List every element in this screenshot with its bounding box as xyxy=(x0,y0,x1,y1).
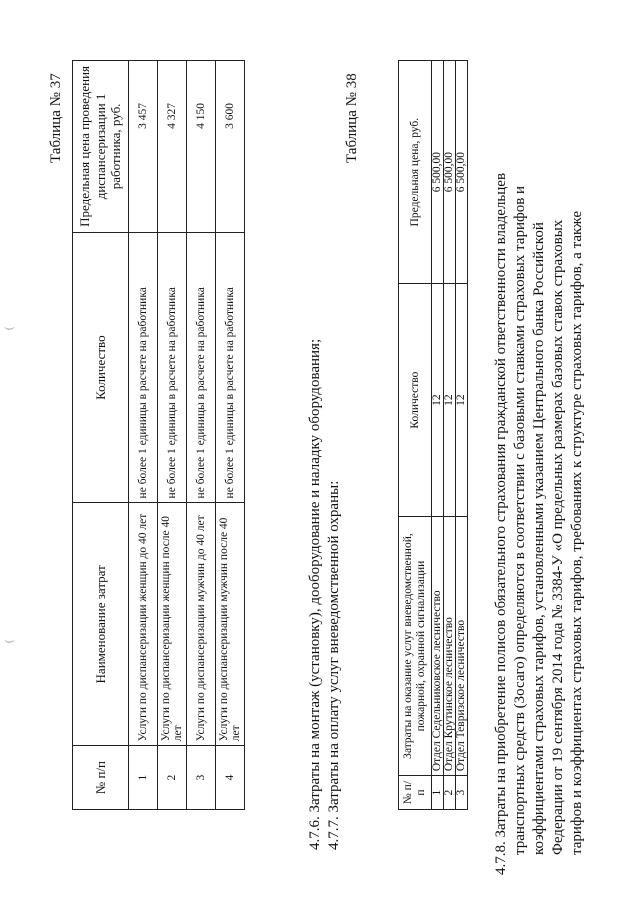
header-num: № п/п xyxy=(73,746,129,810)
paragraph-line: транспортных средств (Зосаго) определяются в соответствии с базовыми ставками страховых тарифов и xyxy=(512,185,528,855)
row-num: 1 xyxy=(128,746,157,810)
row-price: 4 327 xyxy=(157,61,186,233)
table-37-dispensary-costs xyxy=(72,60,245,810)
table-row xyxy=(456,61,468,810)
table-row xyxy=(157,61,186,810)
row-qty: 12 xyxy=(444,284,456,517)
row-price: 4 150 xyxy=(186,61,215,233)
table-38-security-services xyxy=(398,60,468,810)
header-qty: Количество xyxy=(73,232,129,503)
row-num: 4 xyxy=(215,746,244,810)
header-name: Наименование затрат xyxy=(73,503,129,746)
item-4-7-7: 4.7.7. Затраты на оплату услуг вневедомственной охраны: xyxy=(326,480,342,850)
row-qty: не более 1 единицы в расчете на работника xyxy=(128,232,157,503)
header-name: Затраты на оказание услуг вневедомственной, пожарной, охранной сигнализации xyxy=(399,516,432,775)
item-4-7-6: 4.7.6. Затраты на монтаж (установку), дооборудование и наладку оборудования; xyxy=(307,338,323,850)
table-row xyxy=(444,61,456,810)
paragraph-line: 4.7.8. Затраты на приобретение полисов обязательного страхования гражданской ответственности владельцев xyxy=(493,172,509,875)
row-name: Отдел Седельниковское лесничество xyxy=(432,516,444,775)
row-name: Отдел Тевризское лесничество xyxy=(456,516,468,775)
header-price: Предельная цена проведения диспансеризации 1 работника, руб. xyxy=(73,61,129,233)
table-row xyxy=(432,61,444,810)
row-qty: не более 1 единицы в расчете на работника xyxy=(157,232,186,503)
paragraph-line: коэффициентами страховых тарифов, установленными указанием Центрального банка Российской xyxy=(531,222,547,855)
row-num: 3 xyxy=(456,776,468,810)
scan-hole-mark: ( xyxy=(4,639,15,643)
row-price: 6 500,00 xyxy=(432,61,444,284)
row-qty: 12 xyxy=(456,284,468,517)
paragraph-line: тарифов и коэффициентах страховых тарифов, требованиях к структуре страховых тарифов, а также xyxy=(569,210,585,855)
row-price: 3 457 xyxy=(128,61,157,233)
row-num: 3 xyxy=(186,746,215,810)
row-name: Услуги по диспансеризации женщин до 40 лет xyxy=(128,503,157,746)
row-qty: не более 1 единицы в расчете на работника xyxy=(215,232,244,503)
table-37-caption: Таблица № 37 xyxy=(48,73,64,163)
row-price: 6 500,00 xyxy=(444,61,456,284)
row-name: Услуги по диспансеризации мужчин после 40 лет xyxy=(215,503,244,746)
header-price: Предельная цена, руб. xyxy=(399,61,432,284)
table-row xyxy=(128,61,157,810)
row-name: Услуги по диспансеризации женщин после 40 лет xyxy=(157,503,186,746)
row-num: 2 xyxy=(157,746,186,810)
scan-hole-mark: ( xyxy=(4,326,15,330)
paragraph-line: Федерации от 19 сентября 2014 года № 3384-У «О предельных размерах базовых ставок страховых xyxy=(550,219,566,855)
table-38-caption: Таблица № 38 xyxy=(344,73,360,163)
row-num: 1 xyxy=(432,776,444,810)
row-price: 3 600 xyxy=(215,61,244,233)
table-header-row xyxy=(73,61,129,810)
table-row xyxy=(215,61,244,810)
paragraph-4-7-8 xyxy=(492,35,587,875)
table-row xyxy=(186,61,215,810)
table-header-row xyxy=(399,61,432,810)
row-name: Отдел Крутинское лесничество xyxy=(444,516,456,775)
row-name: Услуги по диспансеризации мужчин до 40 лет xyxy=(186,503,215,746)
row-price: 6 500,00 xyxy=(456,61,468,284)
row-qty: не более 1 единицы в расчете на работника xyxy=(186,232,215,503)
row-qty: 12 xyxy=(432,284,444,517)
header-num: № п/п xyxy=(399,776,432,810)
header-qty: Количество xyxy=(399,284,432,517)
row-num: 2 xyxy=(444,776,456,810)
